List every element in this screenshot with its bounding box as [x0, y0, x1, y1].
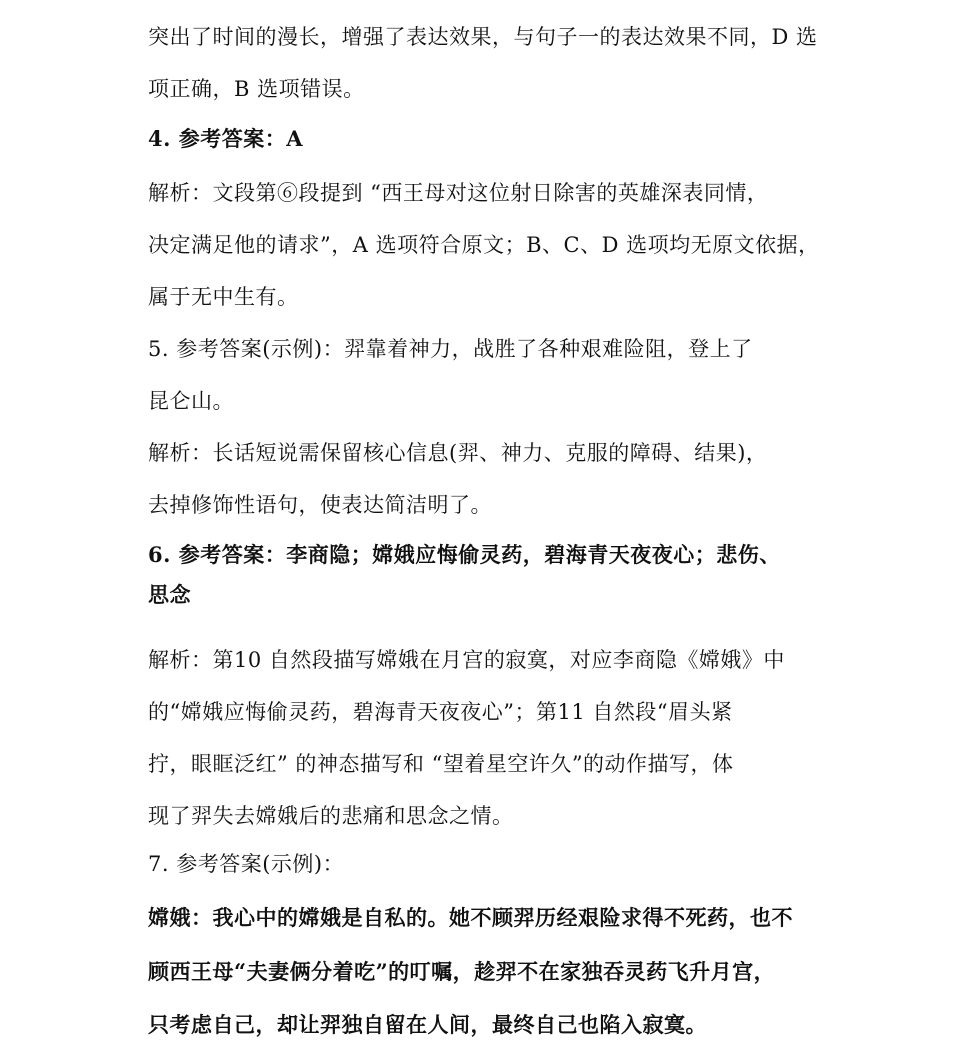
answer-heading: 7. 参考答案(示例)：: [148, 852, 345, 876]
text-line: 解析：文段第⑥段提到 “西王母对这位射日除害的英雄深表同情，: [148, 181, 769, 205]
text-line: 现了羿失去嫦娥后的悲痛和思念之情。: [148, 804, 514, 828]
answer-heading: 5. 参考答案(示例)：羿靠着神力，战胜了各种艰难险阻，登上了: [148, 337, 753, 361]
text-line: 思念: [148, 582, 191, 607]
text-line: 昆仑山。: [148, 389, 234, 413]
answer-heading: 4. 参考答案：A: [148, 126, 304, 151]
answer-heading: 6. 参考答案：李商隐；嫦娥应悔偷灵药，碧海青天夜夜心；悲伤、: [148, 542, 781, 567]
text-line: 解析：第10 自然段描写嫦娥在月宫的寂寞，对应李商隐《嫦娥》中: [148, 648, 785, 672]
text-line: 只考虑自己，却让羿独自留在人间，最终自己也陷入寂寞。: [148, 1012, 707, 1037]
text-line: 顾西王母“夫妻俩分着吃”的叮嘱，趁羿不在家独吞灵药飞升月宫，: [148, 959, 776, 984]
text-line: 拧，眼眶泛红” 的神态描写和 “望着星空许久”的动作描写，体: [148, 752, 734, 776]
text-line: 突出了时间的漫长，增强了表达效果，与句子一的表达效果不同，D 选: [148, 25, 818, 49]
text-line: 决定满足他的请求”，A 选项符合原文；B、C、D 选项均无原文依据，: [148, 233, 820, 257]
text-line: 解析：长话短说需保留核心信息(羿、神力、克服的障碍、结果)，: [148, 441, 768, 465]
text-line: 属于无中生有。: [148, 285, 299, 309]
text-line: 嫦娥：我心中的嫦娥是自私的。她不顾羿历经艰险求得不死药，也不: [148, 905, 793, 930]
text-line: 去掉修饰性语句，使表达简洁明了。: [148, 493, 492, 517]
text-line: 的“嫦娥应悔偷灵药，碧海青天夜夜心”；第11 自然段“眉头紧: [148, 700, 733, 724]
text-line: 项正确，B 选项错误。: [148, 77, 365, 101]
